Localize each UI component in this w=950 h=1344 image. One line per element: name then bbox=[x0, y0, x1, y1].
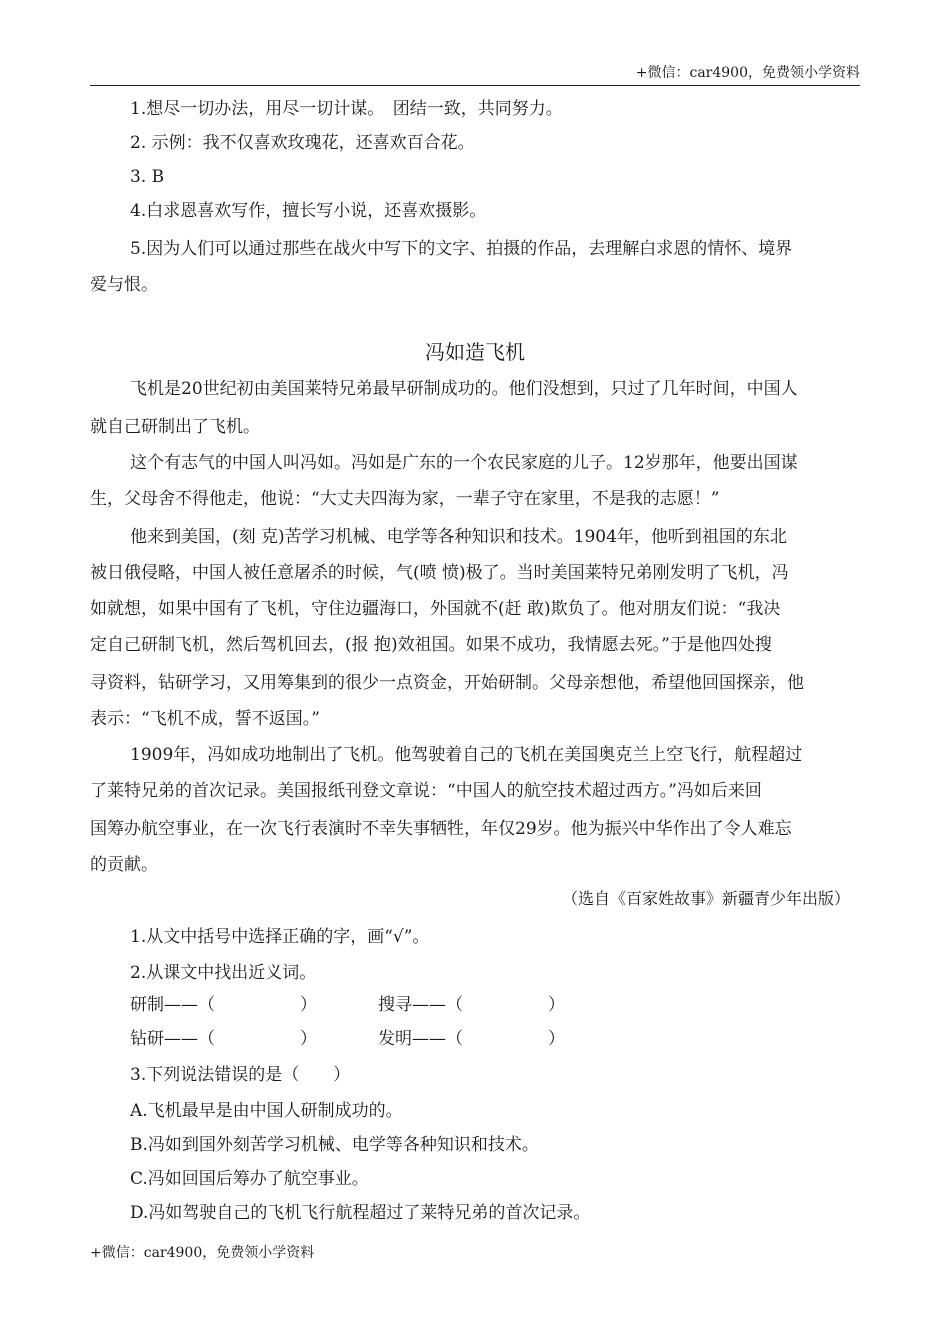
article-line: 国筹办航空事业，在一次飞行表演时不幸失事牺牲，年仅29岁。他为振兴中华作出了令人难忘 bbox=[90, 819, 792, 839]
option-d[interactable]: D.冯如驾驶自己的飞机飞行航程超过了莱特兄弟的首次记录。 bbox=[130, 1203, 591, 1223]
synonym-blank[interactable]: 钻研——（ ） bbox=[130, 1029, 317, 1049]
option-b[interactable]: B.冯如到国外刻苦学习机械、电学等各种知识和技术。 bbox=[130, 1135, 539, 1155]
article-line: 他来到美国，(刻 克)苦学习机械、电学等各种知识和技术。1904年，他听到祖国的东北 bbox=[130, 527, 787, 547]
article-line: 被日俄侵略，中国人被任意屠杀的时候，气(喷 愤)极了。当时美国莱特兄弟刚发明了飞机，冯 bbox=[90, 563, 789, 583]
question-1: 1.从文中括号中选择正确的字，画“√”。 bbox=[130, 927, 430, 947]
article-line: 表示：“飞机不成，誓不返国。” bbox=[90, 709, 320, 729]
question-2: 2.从课文中找出近义词。 bbox=[130, 963, 317, 983]
article-line: 这个有志气的中国人叫冯如。冯如是广东的一个农民家庭的儿子。12岁那年，他要出国谋 bbox=[130, 453, 798, 473]
question-3: 3.下列说法错误的是（ ） bbox=[130, 1065, 351, 1085]
header-divider bbox=[90, 85, 860, 86]
article-line: 就自己研制出了飞机。 bbox=[90, 417, 260, 437]
footer-watermark: +微信：car4900，免费领小学资料 bbox=[90, 1245, 315, 1261]
article-line: 定自己研制飞机，然后驾机回去，(报 抱)效祖国。如果不成功，我情愿去死。”于是他四处搜 bbox=[90, 635, 772, 655]
answer-line: 2. 示例：我不仅喜欢玫瑰花，还喜欢百合花。 bbox=[130, 133, 475, 153]
article-line: 了莱特兄弟的首次记录。美国报纸刊登文章说：“中国人的航空技术超过西方。”冯如后来回 bbox=[90, 781, 762, 801]
header-watermark: +微信：car4900，免费领小学资料 bbox=[635, 65, 860, 81]
article-line: 生，父母舍不得他走，他说：“大丈夫四海为家，一辈子守在家里，不是我的志愿！” bbox=[90, 489, 720, 509]
article-source: （选自《百家姓故事》新疆青少年出版） bbox=[561, 889, 850, 908]
answer-line: 3. B bbox=[130, 167, 165, 187]
synonym-blank[interactable]: 发明——（ ） bbox=[378, 1029, 565, 1049]
article-title: 冯如造飞机 bbox=[425, 340, 525, 364]
option-c[interactable]: C.冯如回国后筹办了航空事业。 bbox=[130, 1169, 369, 1189]
article-line: 寻资料，钻研学习，又用筹集到的很少一点资金，开始研制。父母亲想他，希望他回国探亲，他 bbox=[90, 673, 804, 693]
answer-line: 4.白求恩喜欢写作，擅长写小说，还喜欢摄影。 bbox=[130, 201, 487, 221]
article-line: 如就想，如果中国有了飞机，守住边疆海口，外国就不(赶 敢)欺负了。他对朋友们说：“我决 bbox=[90, 599, 781, 619]
article-line: 的贡献。 bbox=[90, 855, 158, 875]
answer-line: 5.因为人们可以通过那些在战火中写下的文字、拍摄的作品，去理解白求恩的情怀、境界 bbox=[130, 239, 793, 259]
synonym-blank[interactable]: 搜寻——（ ） bbox=[378, 995, 565, 1015]
option-a[interactable]: A.飞机最早是由中国人研制成功的。 bbox=[130, 1101, 403, 1121]
article-line: 飞机是20世纪初由美国莱特兄弟最早研制成功的。他们没想到，只过了几年时间，中国人 bbox=[130, 379, 798, 399]
synonym-blank[interactable]: 研制——（ ） bbox=[130, 995, 317, 1015]
answer-line: 1.想尽一切办法，用尽一切计谋。 团结一致，共同努力。 bbox=[130, 99, 563, 119]
article-line: 1909年，冯如成功地制出了飞机。他驾驶着自己的飞机在美国奥克兰上空飞行，航程超过 bbox=[130, 745, 803, 765]
answer-line: 爱与恨。 bbox=[90, 275, 158, 295]
